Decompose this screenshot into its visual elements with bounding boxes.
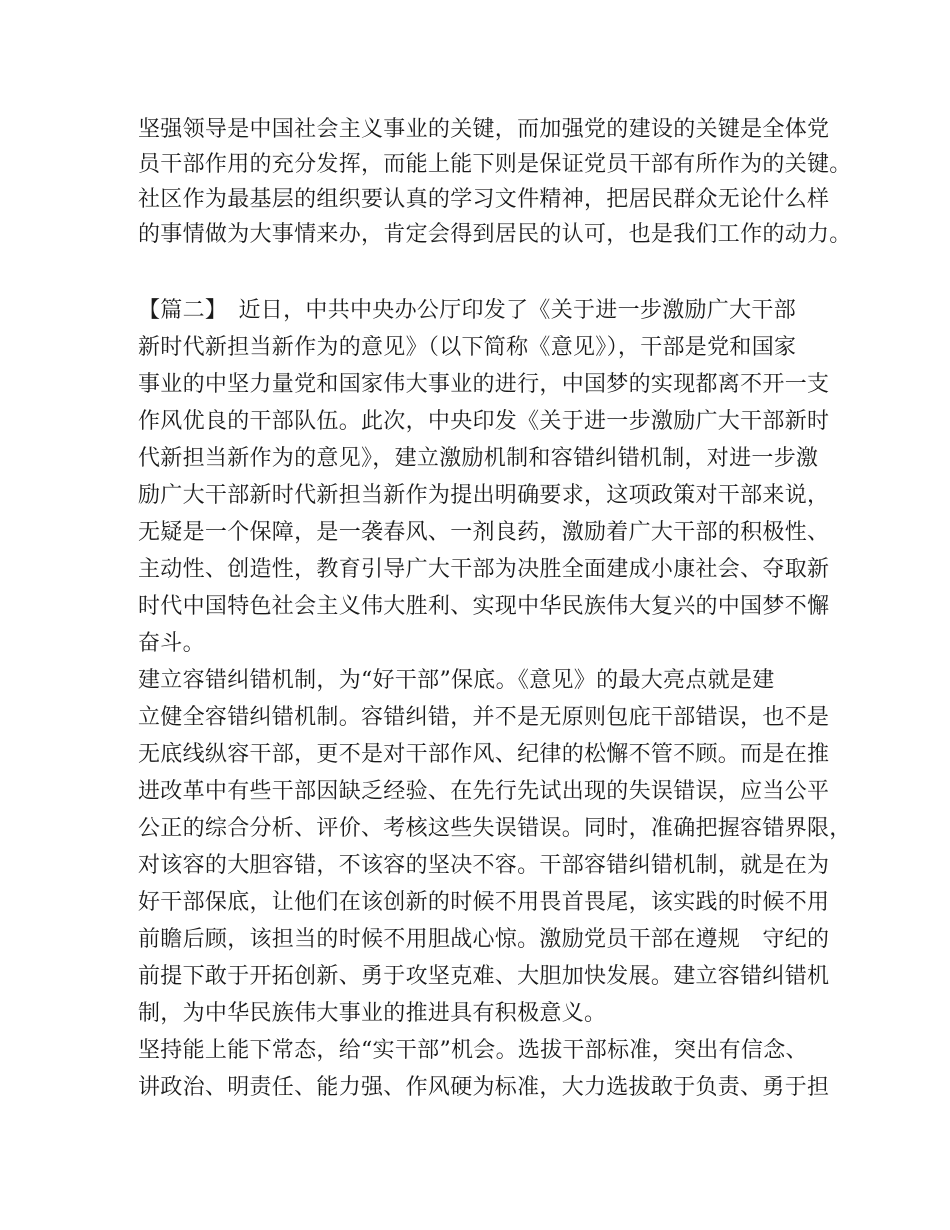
section-heading-line: 【篇二】 近日，中共中央办公厅印发了《关于进一步激励广大干部 <box>138 298 797 323</box>
text-line: 作风优良的干部队伍。此次，中央印发《关于进一步激励广大干部新时 <box>138 409 830 434</box>
text-line: 对该容的大胆容错，不该容的坚决不容。干部容错纠错机制，就是在为 <box>138 853 830 878</box>
text-line: 奋斗。 <box>138 631 205 656</box>
text-line: 励广大干部新时代新担当新作为提出明确要求，这项政策对干部来说， <box>138 483 830 508</box>
text-line: 公正的综合分析、评价、考核这些失误错误。同时，准确把握容错界限， <box>138 816 852 841</box>
text-line: 主动性、创造性，教育引导广大干部为决胜全面建成小康社会、夺取新 <box>138 557 830 582</box>
text-line: 立健全容错纠错机制。容错纠错，并不是无原则包庇干部错误，也不是 <box>138 705 830 730</box>
text-line: 无疑是一个保障，是一袭春风、一剂良药，激励着广大干部的积极性、 <box>138 520 830 545</box>
text-line: 新时代新担当新作为的意见》（以下简称《意见》），干部是党和国家 <box>138 335 797 360</box>
paragraph-lead-line: 坚持能上能下常态，给“实干部”机会。选拔干部标准，突出有信念、 <box>138 1038 808 1063</box>
text-line: 坚强领导是中国社会主义事业的关键，而加强党的建设的关键是全体党 <box>138 117 830 142</box>
text-line: 讲政治、明责任、能力强、作风硬为标准，大力选拔敢于负责、勇于担 <box>138 1075 830 1100</box>
text-line: 时代中国特色社会主义伟大胜利、实现中华民族伟大复兴的中国梦不懈 <box>138 594 830 619</box>
text-line: 的事情做为大事情来办，肯定会得到居民的认可，也是我们工作的动力。 <box>138 222 852 247</box>
text-line: 制，为中华民族伟大事业的推进具有积极意义。 <box>138 1001 607 1026</box>
text-line: 代新担当新作为的意见》，建立激励机制和容错纠错机制，对进一步激 <box>138 446 819 471</box>
text-line: 前瞻后顾，该担当的时候不用胆战心惊。激励党员干部在遵规 守纪的 <box>138 927 830 952</box>
text-line: 事业的中坚力量党和国家伟大事业的进行，中国梦的实现都离不开一支 <box>138 372 830 397</box>
text-line: 无底线纵容干部，更不是对干部作风、纪律的松懈不管不顾。而是在推 <box>138 742 830 767</box>
text-line: 前提下敢于开拓创新、勇于攻坚克难、大胆加快发展。建立容错纠错机 <box>138 964 830 989</box>
paragraph-lead-line: 建立容错纠错机制，为“好干部”保底。《意见》的最大亮点就是建 <box>138 668 775 693</box>
text-line: 员干部作用的充分发挥，而能上能下则是保证党员干部有所作为的关键。 <box>138 152 852 177</box>
text-line: 进改革中有些干部因缺乏经验、在先行先试出现的失误错误，应当公平 <box>138 779 830 804</box>
text-line: 社区作为最基层的组织要认真的学习文件精神，把居民群众无论什么样 <box>138 187 830 212</box>
text-line: 好干部保底，让他们在该创新的时候不用畏首畏尾，该实践的时候不用 <box>138 890 830 915</box>
